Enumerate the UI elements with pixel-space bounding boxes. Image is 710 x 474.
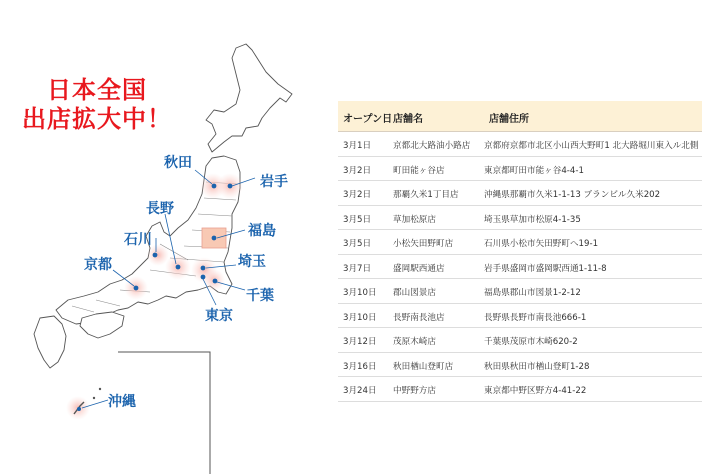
row-date: 3月12日 <box>343 337 377 347</box>
label-saitama: 埼玉 <box>238 254 266 270</box>
row-date: 3月7日 <box>343 263 372 274</box>
label-akita: 秋田 <box>164 155 192 171</box>
row-store-name: 長野南長池店 <box>393 312 445 323</box>
table-header <box>338 101 702 132</box>
japan-map <box>0 0 330 474</box>
label-iwate: 岩手 <box>260 174 288 190</box>
row-address: 京都府京都市北区小山西大野町1 北大路堀川東入ル北側 <box>484 141 699 151</box>
okinawa-inset <box>66 352 210 474</box>
row-date: 3月16日 <box>343 361 377 372</box>
table-row <box>338 181 702 206</box>
row-address: 石川県小松市矢田野町へ19-1 <box>484 239 599 249</box>
table-row <box>338 206 702 231</box>
table-row <box>338 132 702 157</box>
label-nagano: 長野 <box>146 201 174 217</box>
table-row <box>338 157 702 182</box>
row-store-name: 町田能ヶ谷店 <box>393 165 445 176</box>
store-table <box>338 101 702 402</box>
row-store-name: 秋田楢山登町店 <box>393 361 454 372</box>
table-row <box>338 328 702 353</box>
row-date: 3月5日 <box>343 239 372 249</box>
kyushu-outline <box>34 316 66 368</box>
table-row <box>338 279 702 304</box>
row-date: 3月1日 <box>343 141 372 151</box>
row-store-name: 盛岡駅西通店 <box>393 263 445 274</box>
row-store-name: 小松矢田野町店 <box>393 239 454 249</box>
headline-line1: 日本全国 <box>47 76 147 104</box>
row-address: 千葉県茂原市木崎620-2 <box>484 337 578 347</box>
row-address: 長野県長野市南長池666-1 <box>484 312 587 323</box>
label-okinawa: 沖縄 <box>108 394 136 410</box>
table-row <box>338 230 702 255</box>
label-fukushima: 福島 <box>248 223 276 239</box>
table-row <box>338 304 702 329</box>
row-address: 岩手県盛岡市盛岡駅西通1-11-8 <box>484 263 607 274</box>
row-date: 3月5日 <box>343 214 372 225</box>
table-row <box>338 353 702 378</box>
row-address: 沖縄県那覇市久米1-1-13 ブランビル久米202 <box>484 190 661 200</box>
table-row <box>338 255 702 280</box>
row-store-name: 那覇久米1丁目店 <box>393 190 459 200</box>
header-date: オープン日 <box>343 114 393 125</box>
label-kyoto: 京都 <box>84 257 112 273</box>
row-address: 埼玉県草加市松原4-1-35 <box>484 214 581 225</box>
row-store-name: 京都北大路油小路店 <box>393 141 471 151</box>
row-address: 秋田県秋田市楢山登町1-28 <box>484 361 590 372</box>
hokkaido-outline <box>206 44 292 152</box>
row-date: 3月2日 <box>343 165 372 176</box>
row-store-name: 茂原木崎店 <box>393 337 436 347</box>
row-date: 3月2日 <box>343 190 372 200</box>
row-store-name: 郡山図景店 <box>393 288 436 298</box>
table-row <box>338 377 702 402</box>
label-tokyo: 東京 <box>205 308 233 324</box>
header-name: 店舗名 <box>393 114 423 125</box>
header-address: 店舗住所 <box>489 114 529 125</box>
row-date: 3月10日 <box>343 288 377 298</box>
headline-line2: 出店拡大中！ <box>22 105 172 133</box>
row-address: 東京都中野区野方4-41-22 <box>484 386 587 396</box>
label-ishikawa: 石川 <box>124 232 152 248</box>
row-address: 福島県郡山市図景1-2-12 <box>484 288 581 298</box>
label-chiba: 千葉 <box>246 288 274 304</box>
row-date: 3月10日 <box>343 312 377 323</box>
row-address: 東京都町田市能ヶ谷4-4-1 <box>484 165 584 176</box>
row-store-name: 中野野方店 <box>393 386 436 396</box>
row-store-name: 草加松原店 <box>393 214 436 225</box>
row-date: 3月24日 <box>343 386 377 396</box>
